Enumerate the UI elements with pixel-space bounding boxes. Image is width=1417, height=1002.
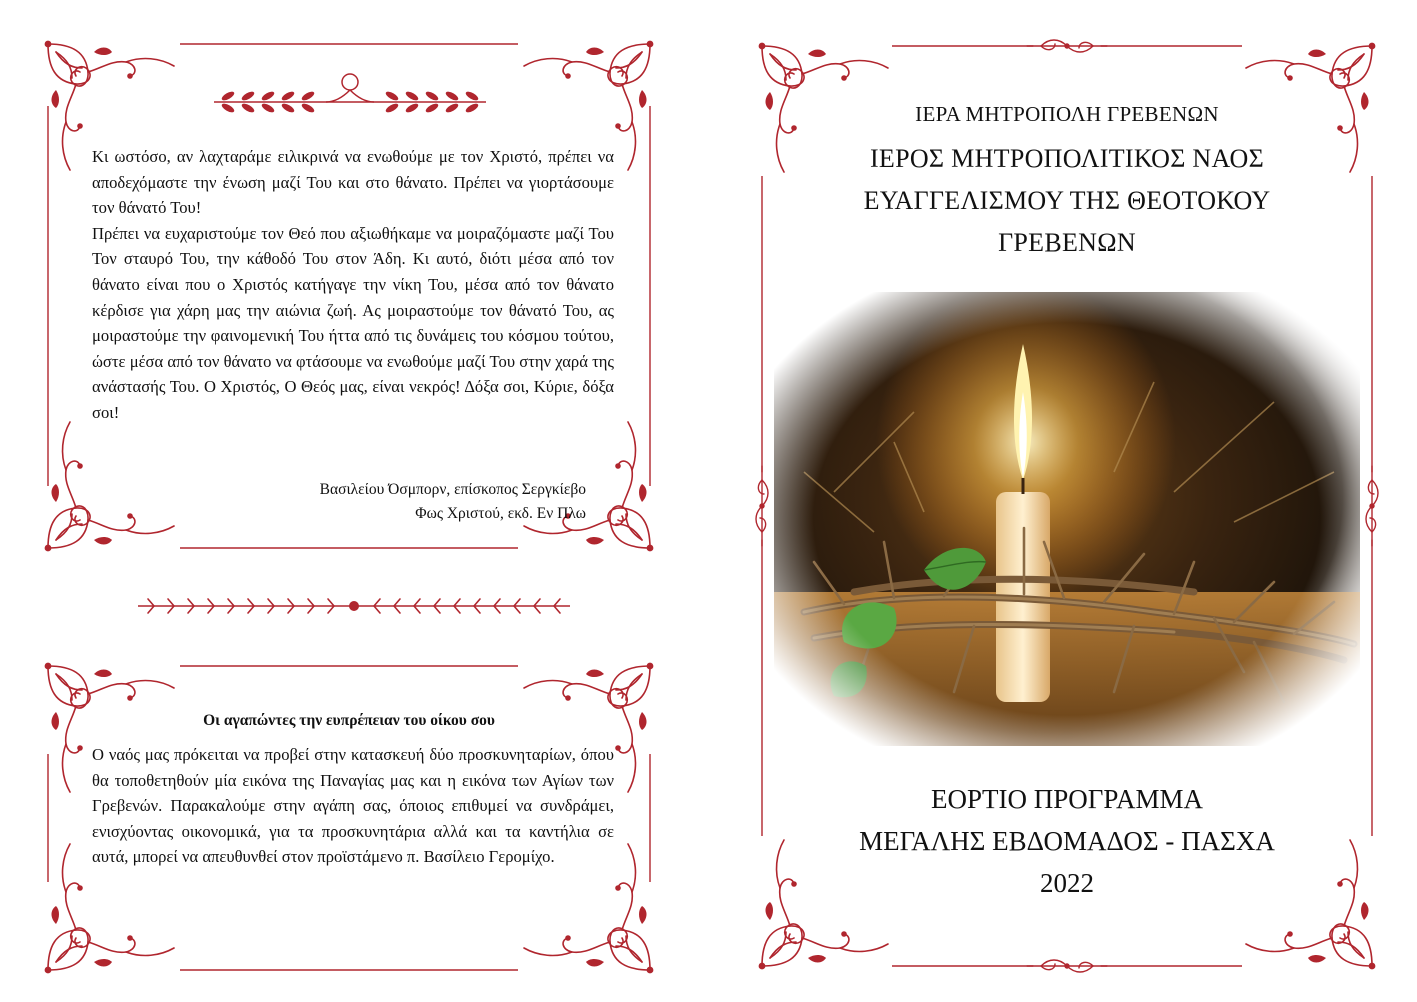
candle-crown-of-thorns-photo <box>774 292 1360 746</box>
donation-paragraph: Ο ναός μας πρόκειται να προβεί στην κατασκευή δύο προσκυνηταρίων, όπου θα τοποθετηθούν μία εικόνα της Παναγίας μας και η εικόνα των Αγίων των Γρεβενών. Παρακαλούμε στην αγάπη σας, όποιος επιθυμεί να συνδράμει, ενισχύοντας οικονομικά, για τα προσκυνητάρια αλλά και τα καντήλια σε αυτά, μπορεί να απευθυνθεί στον προϊστάμενο π. Βασίλειο Γερομίχο. <box>92 745 614 867</box>
church-title-line-3: ΓΡΕΒΕΝΩΝ <box>998 228 1136 257</box>
arrow-vine-divider-icon <box>136 594 572 618</box>
program-year: 2022 <box>1040 868 1094 898</box>
cover-panel <box>752 36 1382 976</box>
signature-author: Βασιλείου Όσμπορν, επίσκοπος Σεργκίεβο <box>319 481 586 498</box>
donation-title: Οι αγαπώντες την ευπρέπειαν του οίκου σου <box>203 712 495 729</box>
signature-source: Φως Χριστού, εκδ. Εν Πλω <box>415 505 586 522</box>
reflection-paragraph-2: Πρέπει να ευχαριστούμε τον Θεό που αξιωθήκαμε να μοιραζόμαστε μαζί Του Τον σταυρό Του, την κάθοδό Του στον Άδη. Κι αυτό, διότι μέσα από τον θάνατο είναι που ο Χριστός κατήγαγε την νίκη Του, μέσα από τον θάνατο κέρδισε για χάρη μας την αιώνια ζωή. Ας μοιραστούμε τον θάνατό Του, ας μοιραστούμε την φαινομενική Του ήττα από τις δυνάμεις του κόσμου τούτου, ώστε μέσα από τον θάνατο να φτάσουμε να ενωθούμε μαζί Του στην χαρά της ανάστασής Του. Ο Χριστός, Ο Θεός μας, είναι νεκρός! Δόξα σοι, Κύριε, δόξα σοι! <box>92 223 614 422</box>
reflection-paragraph-1: Κι ωστόσο, αν λαχταράμε ειλικρινά να ενωθούμε με τον Χριστό, πρέπει να αποδεχόμαστε την ένωση μαζί Του και στο θάνατο. Πρέπει να γιορτάσουμε τον θάνατό Του! <box>92 147 614 218</box>
donation-panel <box>40 658 658 978</box>
church-title-line-2: ΕΥΑΓΓΕΛΙΣΜΟΥ ΤΗΣ ΘΕΟΤΟΚΟΥ <box>863 186 1271 215</box>
donation-text <box>92 742 614 870</box>
church-title-line-1: ΙΕΡΟΣ ΜΗΤΡΟΠΟΛΙΤΙΚΟΣ ΝΑΟΣ <box>869 144 1265 173</box>
program-title-line-2: ΜΕΓΑΛΗΣ ΕΒΔΟΜΑΔΟΣ - ΠΑΣΧΑ <box>859 826 1275 856</box>
signature <box>166 478 586 526</box>
reflection-text <box>92 144 614 426</box>
laurel-divider-icon <box>208 66 492 116</box>
reflection-panel <box>40 36 658 556</box>
metropolis-title: ΙΕΡΑ ΜΗΤΡΟΠΟΛΗ ΓΡΕΒΕΝΩΝ <box>915 102 1219 126</box>
program-title-line-1: ΕΟΡΤΙΟ ΠΡΟΓΡΑΜΜΑ <box>931 784 1203 814</box>
